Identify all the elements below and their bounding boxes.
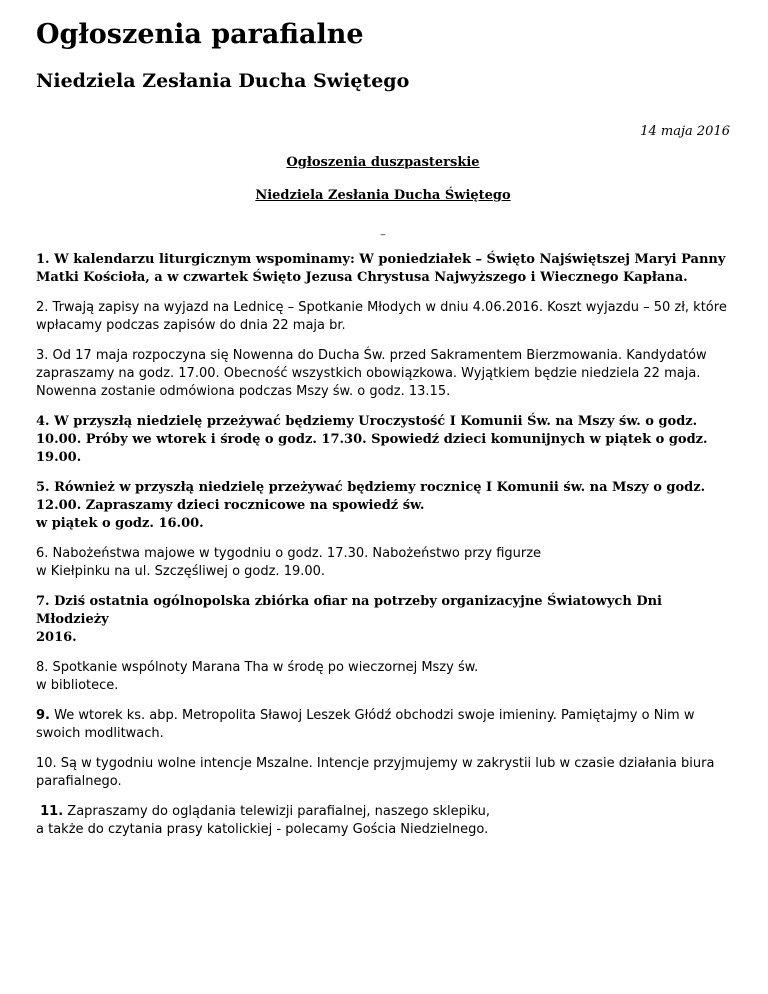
item-5-line-2: 12.00. Zapraszamy dzieci rocznicowe na spowiedź św. (36, 498, 425, 513)
announcement-item-3 (36, 347, 736, 401)
item-9-line-1 (36, 707, 736, 725)
item-4-line-1: 4. W przyszłą niedzielę przeżywać będziemy Uroczystość I Komunii Św. na Mszy św. o godz. (36, 414, 698, 429)
item-3-line-1: 3. Od 17 maja rozpoczyna się Nowenna do Ducha Św. przed Sakramentem Bierzmowania. Kandydatów (36, 348, 707, 363)
page-subtitle: Niedziela Zesłania Ducha Swiętego (36, 70, 410, 92)
item-6-line-1: 6. Nabożeństwa majowe w tygodniu o godz. 17.30. Nabożeństwo przy figurze (36, 546, 542, 561)
item-9-line-2: swoich modlitwach. (36, 726, 164, 741)
announcement-item-6 (36, 545, 736, 581)
announcement-item-10 (36, 755, 736, 791)
item-3-line-2: zapraszamy na godz. 17.00. Obecność wszystkich obowiązkowa. Wyjątkiem będzie niedziela 22 maja. (36, 366, 701, 381)
announcement-item-9 (36, 707, 736, 743)
section-subheading: Niedziela Zesłania Ducha Świętego (255, 188, 511, 203)
item-9-number: 9. (36, 708, 50, 723)
item-8-line-1: 8. Spotkanie wspólnoty Marana Tha w środę po wieczornej Mszy św. (36, 660, 479, 675)
item-3-line-3: Nowenna zostanie odmówiona podczas Mszy św. o godz. 13.15. (36, 384, 451, 399)
announcement-item-7 (36, 593, 736, 647)
item-2-line-2: wpłacamy podczas zapisów do dnia 22 maja br. (36, 318, 346, 333)
date: 14 maja 2016 (640, 124, 730, 139)
item-10-line-2: parafialnego. (36, 774, 122, 789)
item-5-line-3: w piątek o godz. 16.00. (36, 516, 204, 531)
item-7-line-1: 7. Dziś ostatnia ogólnopolska zbiórka ofiar na potrzeby organizacyjne Światowych Dni Młodzieży (36, 594, 662, 627)
announcement-item-4 (36, 413, 736, 467)
item-11-text: Zapraszamy do oglądania telewizji parafialnej, naszego sklepiku, (63, 804, 491, 819)
announcement-item-5 (36, 479, 736, 533)
item-10-line-1: 10. Są w tygodniu wolne intencje Mszalne. Intencje przyjmujemy w zakrystii lub w czasie działania biura (36, 756, 715, 771)
item-11-line-1 (36, 803, 736, 821)
item-7-line-2: 2016. (36, 630, 77, 645)
page-title: Ogłoszenia parafialne (36, 19, 364, 50)
item-2-line-1: 2. Trwają zapisy na wyjazd na Lednicę – Spotkanie Młodych w dniu 4.06.2016. Koszt wyjazdu – 50 zł, które (36, 300, 727, 315)
item-8-line-2: w bibliotece. (36, 678, 119, 693)
announcement-item-1 (36, 251, 736, 287)
item-11-line-2: a także do czytania prasy katolickiej - polecamy Gościa Niedzielnego. (36, 822, 489, 837)
item-9-text: We wtorek ks. abp. Metropolita Sławoj Leszek Głódź obchodzi swoje imieniny. Pamiętajmy o Nim w (49, 708, 695, 723)
item-1-line-1: 1. W kalendarzu liturgicznym wspominamy: W poniedziałek – Święto Najświętszej Maryi Panny (36, 252, 726, 267)
item-11-number: 11. (40, 804, 64, 819)
item-1-line-2: Matki Kościoła, a w czwartek Święto Jezusa Chrystusa Najwyższego i Wiecznego Kapłana. (36, 270, 688, 285)
announcement-item-8 (36, 659, 736, 695)
section-heading: Ogłoszenia duszpasterskie (286, 155, 480, 170)
item-4-line-2: 10.00. Próby we wtorek i środę o godz. 17.30. Spowiedź dzieci komunijnych w piątek o godz. (36, 432, 708, 447)
announcement-item-11 (36, 803, 736, 839)
item-4-line-3: 19.00. (36, 450, 82, 465)
announcement-item-2 (36, 299, 736, 335)
item-6-line-2: w Kiełpinku na ul. Szczęśliwej o godz. 19.00. (36, 564, 326, 579)
item-5-line-1: 5. Również w przyszłą niedzielę przeżywać będziemy rocznicę I Komunii św. na Mszy o godz. (36, 480, 706, 495)
announcement-list (36, 251, 736, 851)
separator-dash: _ (380, 226, 386, 236)
